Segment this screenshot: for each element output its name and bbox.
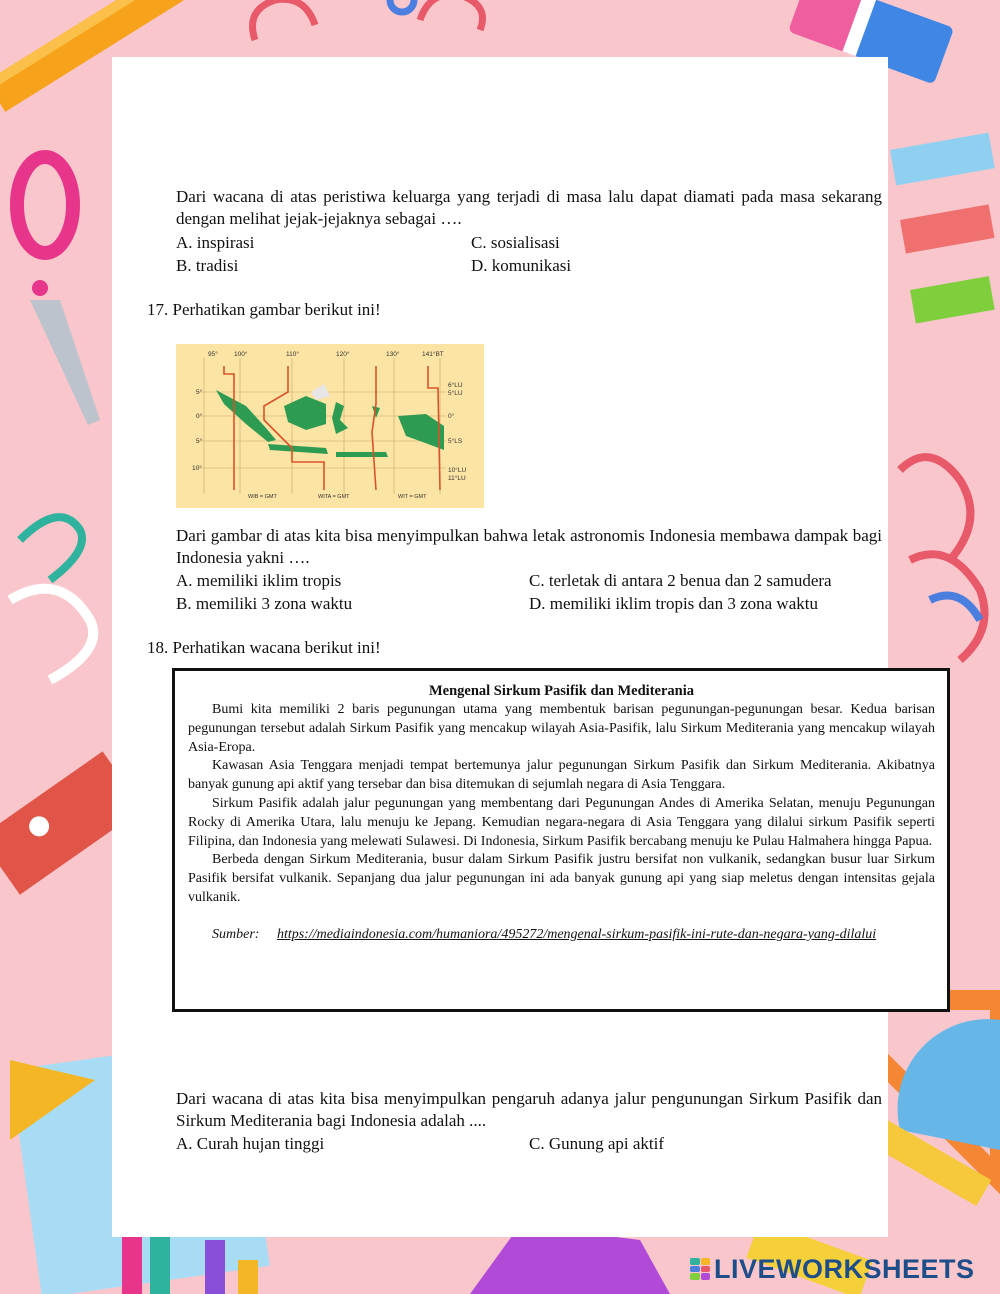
map-left-label: 5° — [196, 389, 203, 396]
protractor-icon — [898, 1019, 1000, 1150]
map-top-label: 120° — [336, 351, 350, 358]
question-18-heading: 18. Perhatikan wacana berikut ini! — [147, 638, 381, 657]
passage-paragraph: Berbeda dengan Sirkum Mediterania, busur dalam Sirkum Pasifik justru bersifat non vulkanik, sedangkan busur luar Sirkum Pasifik bersifat vulkanik. Sepanjang dua jalur pegunungan ini ada banyak gunung api yang siap meletus dengan intensitas gejala vulkanik. — [188, 852, 935, 905]
passage-paragraph: Sirkum Pasifik adalah jalur pegunungan yang membentang dari Pegunungan Andes di Amerika Selatan, menuju Pegunungan Rocky di Amerika Utara, lalu menuju ke Jepang. Kemudian negara-negara di Asia Tenggara yang dilalui sirkum Pasifik seperti Filipina, dan Indonesia yang melewati Sulawesi. Di Indonesia, Sirkum Pasifik bercabang menuju ke Pulau Halmahera hingga Papua. — [188, 795, 935, 849]
paperclip-icon — [900, 457, 985, 660]
passage-source — [188, 926, 935, 945]
map-left-label: 10° — [192, 465, 202, 472]
question-17-heading: 17. Perhatikan gambar berikut ini! — [147, 300, 381, 319]
map-zone-label: WITA = GMT — [318, 494, 350, 500]
map-zone-label: WIB = GMT — [248, 494, 277, 500]
map-right-label: 10°LU — [448, 467, 467, 474]
map-top-label: 141°BT — [422, 351, 444, 358]
scissors-icon — [17, 157, 100, 425]
question-17-text: Dari gambar di atas kita bisa menyimpulkan bahwa letak astronomis Indonesia membawa dampak bagi Indonesia yakni …. — [176, 526, 882, 567]
map-right-label: 0° — [448, 413, 455, 420]
map-top-label: 130° — [386, 351, 400, 358]
map-right-label: 6°LU — [448, 382, 463, 389]
islands-shape — [216, 390, 444, 457]
logo-text: LIVEWORKSHEETS — [714, 1253, 975, 1284]
map-right-label: 5°LS — [448, 438, 463, 445]
map-top-label: 95° — [208, 351, 218, 358]
logo-mark-icon — [690, 1258, 710, 1280]
indonesia-time-zone-map — [176, 344, 484, 508]
question-18-text: Dari wacana di atas kita bisa menyimpulkan pengaruh adanya jalur pengunungan Sirkum Pasifik dan Sirkum Mediterania bagi Indonesia adalah .... — [176, 1089, 882, 1130]
intro-option-c[interactable]: C. sosialisasi — [471, 233, 560, 252]
paperclip-icon — [20, 517, 82, 580]
passage-paragraph: Kawasan Asia Tenggara menjadi tempat bertemunya jalur pegunungan Sirkum Pasifik dan Sirkum Mediterania. Akibatnya banyak gunung api aktif yang tersebar dan bisa ditemukan di sejumlah negara di Asia Tenggara. — [188, 758, 935, 793]
q17-option-c[interactable]: C. terletak di antara 2 benua dan 2 samudera — [529, 571, 832, 590]
q17-option-b[interactable]: B. memiliki 3 zona waktu — [176, 594, 353, 613]
q17-option-a[interactable]: A. memiliki iklim tropis — [176, 571, 342, 590]
reading-passage-box — [172, 668, 950, 1012]
intro-option-a[interactable]: A. inspirasi — [176, 233, 255, 252]
map-right-label: 11°LU — [448, 475, 466, 482]
q18-option-c[interactable]: C. Gunung api aktif — [529, 1134, 665, 1153]
passage-title: Mengenal Sirkum Pasifik dan Mediterania — [428, 683, 695, 699]
map-zone-label: WIT = GMT — [398, 494, 427, 500]
liveworksheets-logo[interactable] — [690, 1254, 975, 1284]
source-link[interactable]: https://mediaindonesia.com/humaniora/495272/mengenal-sirkum-pasifik-ini-rute-dan-negara-yang-dilalui — [276, 926, 877, 942]
paperclip-icon — [10, 589, 93, 680]
map-top-label: 110° — [286, 351, 299, 358]
intro-question-text: Dari wacana di atas peristiwa keluarga yang terjadi di masa lalu dapat diamati pada masa sekarang dengan melihat jejak-jejaknya sebagai …. — [176, 187, 882, 228]
intro-option-b[interactable]: B. tradisi — [176, 256, 239, 275]
source-label: Sumber: — [212, 926, 260, 942]
intro-option-d[interactable]: D. komunikasi — [471, 256, 572, 275]
q18-option-a[interactable]: A. Curah hujan tinggi — [176, 1134, 325, 1153]
map-top-label: 100° — [234, 351, 248, 358]
paperclip-icon — [253, 0, 483, 40]
map-right-label: 5°LU — [448, 390, 463, 397]
passage-paragraph: Bumi kita memiliki 2 baris pegunungan utama yang membentuk barisan pegunungan-pegunungan besar. Kedua barisan pegunungan tersebut adalah Sirkum Pasifik yang mencakup wilayah Asia-Pasifik, lalu Sirkum Mediterania yang mencakup wilayah Asia-Eropa. — [188, 702, 935, 755]
q17-option-d[interactable]: D. memiliki iklim tropis dan 3 zona waktu — [529, 594, 818, 613]
map-left-label: 5° — [196, 438, 203, 445]
crayon-icon — [890, 133, 995, 324]
map-left-label: 0° — [196, 413, 203, 420]
